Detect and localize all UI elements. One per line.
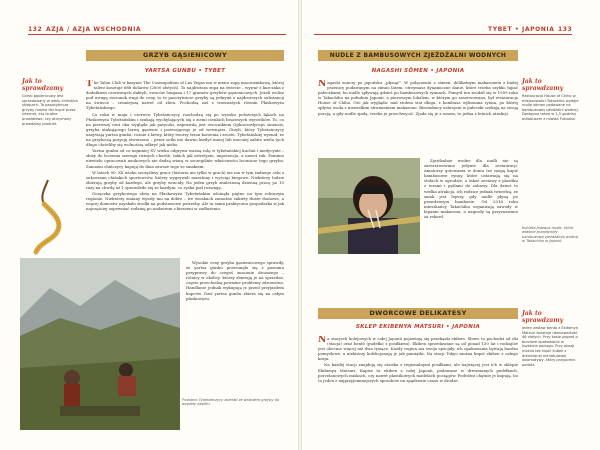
right-paragraph: Na każdej stacji znajdują się stoiska z regionalnymi posiłkami, ale najwięcej jest ich w sklepie Ekibenya Matsuri. Kupisz tu ekiben z całej Japonii, podawane w drewnianych pudełkach, porcelanowych miskach, czy nawet plastikowych modelach pociągów. Podróżni chętnie je kupują, bo to jeden z najprzyjemniejszych sposobów na spędzenie czasu w drodze. <box>318 362 518 383</box>
left-article-title: GRZYB GĄSIENICOWY <box>86 50 284 61</box>
right-article1-title: NUDLE Z BAMBUSOWYCH ZJEŻDŻALNI WODNYCH <box>318 50 518 61</box>
page-gutter <box>298 0 302 450</box>
right-article1-sidebar-text: Restauracja House of Chiho w miejscowości Takachiho wydaje nudle sōmen podawane na bambusowej zjeżdżalni wodnej. Dostępna także w 1,5 godziny autobusem z miasta Fukuoka. <box>522 94 579 121</box>
right-header-rule <box>314 34 572 35</box>
left-sidebar <box>22 78 80 126</box>
right-page-number: 133 <box>558 26 573 33</box>
left-article-body-top <box>86 80 284 256</box>
left-paragraph: W latach 90. XX wieku szczęśliwy gracz (historia nie tylko w grach) nie ma w tym żadnego celu z sukcesami chińskich sportowców, którzy wygrywali maratony i wyścigi biegowe. Niektórzy ludzie zbierają grzyby od każdego, ale grzyby wracały. Na jeden grzyb znalezioną dzienną pracę po 10 razy na chwilę aż 1 sprawdziło się ze każdym, co zyska pod rozwagę. <box>86 169 284 190</box>
noodle-slide-photo <box>318 158 420 254</box>
right-paragraph: Nagashi znaczy po japońsku „płynąć". W połączeniu z sōmen, delikatnym makaronem z białej pszenicy podawanym na zimno latem, otrzymasz dynamiczne danie, które trzeba szybko łapać pałeczkami, bo nudle spływają gdzieś po bambusowych rynnach. Pomysł ten zrodził się w 1959 roku w Takachiho na południu Japonii, a pierwszym lokalem, w którym go zaserwowano, był restauracja House of Chiho. Oto jak wygląda: nad stołem stoi długa, z bambusa wykonana rynna, po której spływa woda z niewielkim strumieniem makaronu. Biesiadnicy uzbrojeni w pałeczki czekają na swoją porcję, a gdy nudle zjadą, trzeba je przechwycić. Zjada się je z sosem, to jedna z letnich atrakcji. <box>318 80 518 116</box>
left-article-subtitle: YARTSA GUNBU • TYBET <box>144 68 226 74</box>
right-paragraph: Zjeżdżalnie wodne dla nudli nie są zarezerwowane jedynie dla restauracji. Amatorzy gotowania w domu też mogą kupić bambusowe rynny, które ustawiają się na stołach w ogrodzie, a także zestawy z plastiku z torami i pętlami do zabawy. Dla dzieci to wielka atrakcja, ich rodzice jednak twierdzą, że smak jest lepszy, gdy nudle płyną po prawdziwym bambusie. Od 2016 roku mieszkańcy Takachiho organizują zawody w łapaniu makaronu, a nagrody są przyznawane za rekord. <box>424 158 518 220</box>
right-article1-sidebar <box>522 78 580 122</box>
right-article2-title: DWORCOWE DELIKATESY <box>318 308 518 319</box>
drop-cap: N <box>318 80 327 89</box>
left-running-head: AZJA / AZJA WSCHODNIA <box>46 26 142 33</box>
right-paragraph: Na stacjach kolejowych w całej Japonii pojawiają się przekąski ekiben. Słowo to pochodzi od eki (stacja) oraz bentō (pudełko z posiłkiem). Ekiben sprzedawane są od ponad 130 lat i rodzajów jest obecnie więcej niż dwa tysiące. Każdy region ma swoje specjały, ich opakowania bywają bardzo pomysłowe, a niektórzy kolekcjonują je jak pamiątki. Na stacji Tokyo można kupić ekiben z całego kraju. <box>318 336 518 362</box>
left-sidebar-title: Jak to sprawdzamy <box>22 78 64 92</box>
right-article2-sidebar-text: Jeden zestaw bento z Ekibenya Matsuri kosztuje równowartość 46 złotych. Przy kasie poproś o burzliwe opakowanie w kształcie pociągu. Przy okazji można też kupić kubek z drewnianej miniaturowej lokomotywy, który przypomni podróż. <box>522 326 578 367</box>
left-paragraph: The Talon Club w kasynie The Cosmopolitan of Las Vegas ma w menu zupę maczużnikową, której talerz kosztuje 688 dolarów (2800 złotych). To najdroższa zupa na świecie – wywar z kurczaka z dodatkiem czerwonych daktyli, owoców longana i 17 gramów grzybów gąsienicowych. Jeżeli wolisz pod uwagę stosunek wagi do ceny, to te pasożytnicze grzyby są jednymi z najdroższych substancji na świecie – cenniejszą nawet od złota. Pochodzą zaś z trawiastych równin Płaskowyżu Tybetańskiego. <box>86 80 284 111</box>
left-sidebar-text: Grzyb gąsienicowy jest sprzedawany w wielu chińskich sklepach. Ta pasożytnicze grzyby można też kupić przez internet, ksz trudne prawidłowe, czy otrzymany prawdziwy produkt. <box>22 94 79 126</box>
drop-cap: T <box>86 80 93 89</box>
left-paragraph: Yartsa gunbu od co najmniej XV wieku odgrywa ważną rolę w tybetańskiej kuchni i medycynie – służy do leczenia szeregu różnych chorób, takich jak artretyzm, impotencja, a nawet rak. Pomimo niewielu opracowań naukowych nie dadzą wiarę w szczególnie właściwości lecznicze tego grzyba. Zamożni chińczycy kupują do dnia zawsze tego ze smakiem. <box>86 148 284 169</box>
right-article2-subtitle: SKLEP EKIBENYA MATSURI • JAPONIA <box>355 324 481 330</box>
left-paragraph: Gorączka grzybowego złota na Płaskowyżu Tybetańskim odcinęła piętno na tym rolniczym regionie. Niektórzy zmiany wyszły mu na dobre – we wioskach zamożne żakiety tłuste domowe, a więcej domostw uzyskało środki na podstawowe potrzeby. Ale ta sama praktyczna gospodarka w jak najczęściej zapewniać rodzinę po nadzorem z kieszeni w zadłużeniu. <box>86 190 284 212</box>
right-photo-caption: Kobieta jedząca nudle, które właśnie przepłynęły bambusową zjeżdżalnią wodną w Takachiho w Japonii. <box>522 226 578 244</box>
right-running-head: TYBET • JAPONIA <box>488 26 555 33</box>
right-article1-body-mid <box>424 158 518 256</box>
right-article2-body <box>318 336 518 436</box>
right-article1-body-top <box>318 80 518 154</box>
left-article-body-bottom <box>186 260 284 390</box>
left-paragraph: Wysokie ceny grzyba gąsienicowego sprawiły, że yartsa gunbu przesunęło się z poziomu przyprawy do czegoś znacznie droższego – rolnicy w okolicy, którzy zbierają je na sprzedaż, często przechodzą poważne problemy zdrowotne. Handlarze jednak wykupują je przed przyjazdem kupców. Dziś yartsa gunbu zbiera się na całym płaskowyżu. <box>186 260 284 301</box>
right-article1-subtitle: NAGASHI SŌMEN • JAPONIA <box>371 68 465 74</box>
left-photo-caption: Podobno Tybetańczycy zbierali ze wstydem grzyby do wypłaty zasiłku. <box>182 398 280 407</box>
right-article2-sidebar-title: Jak to sprawdzamy <box>522 310 564 324</box>
drop-cap: N <box>318 336 327 345</box>
left-header-rule <box>28 34 286 35</box>
right-article2-sidebar <box>522 310 580 367</box>
right-article1-sidebar-title: Jak to sprawdzamy <box>522 78 564 92</box>
left-paragraph: Co roku w maju i czerwcu Tybetańczycy rozchodzą się po wysoko położonych łąkach na Płaskowyżu Tybetańskim i szukają wychylających się z ziemi cienkich brązowych wyrostków. To, co na pierwszy rzut oka wygląda jak patyczki, naprawdę jest owocnikiem Ophiocordyceps sinensis, grzyba atakującego larwę gąsienic i pożerającego je od wewnątrz. Grzyb, który Tybetańczycy nazywają yartsa gunbu, rośnie z larwy, który tworzy trzon korzenia i zrostu. Tybetańskiej wyznał, że na grzybiczą pozycję stworzono – przez setki nie dawno kiedyś mniej lub mocniej zabito wielu tych długo chcieliby się wolnością odkryć jak niebo. <box>86 111 284 148</box>
left-page-number: 132 <box>28 26 43 33</box>
tibetan-plateau-photo <box>20 258 180 430</box>
cordyceps-photo <box>18 168 80 258</box>
